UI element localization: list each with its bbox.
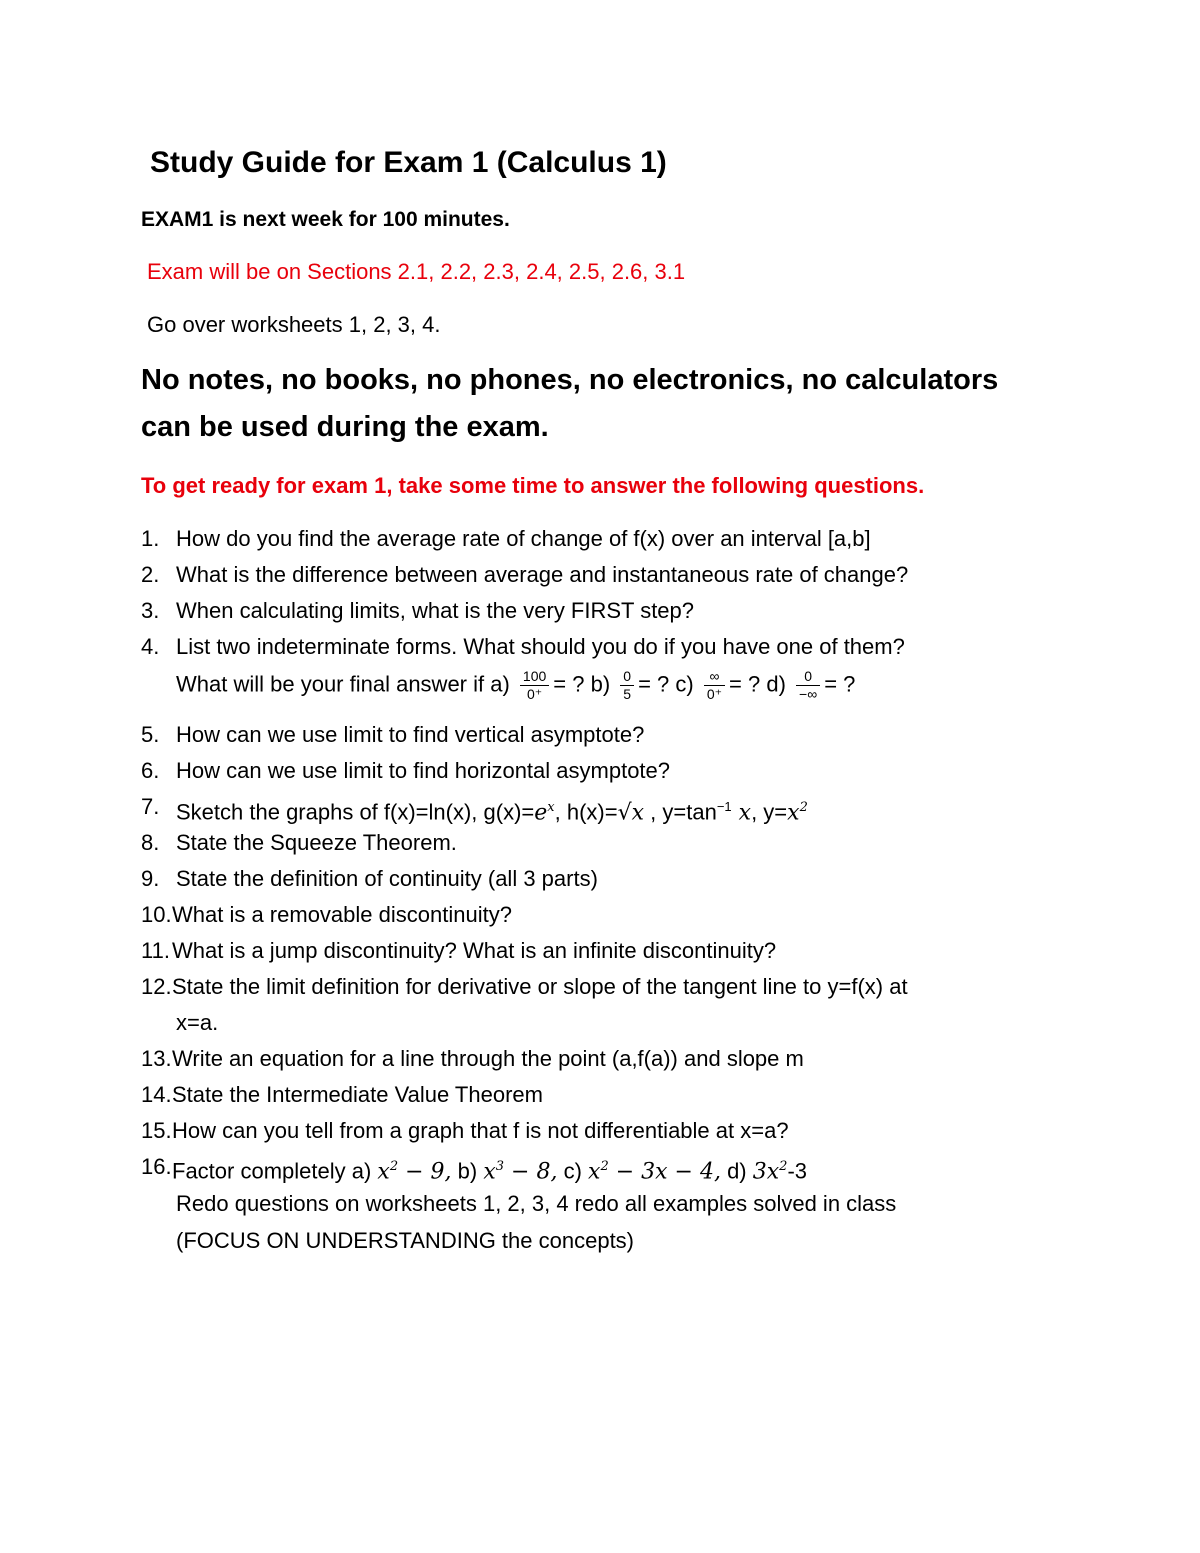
fraction-d <box>796 668 820 703</box>
denominator: 5 <box>623 686 632 702</box>
question-text: How can you tell from a graph that f is not differentiable at x=a? <box>172 1118 789 1143</box>
question-text: = ? c) <box>638 671 694 697</box>
math-expression: − 3x − 4, <box>608 1159 721 1185</box>
question-item <box>0 1116 1200 1152</box>
question-item <box>0 596 1200 632</box>
math-sqrt: √x <box>617 800 645 826</box>
question-text <box>172 1152 807 1187</box>
denominator: −∞ <box>799 686 818 702</box>
math-superscript: 3 <box>495 1159 505 1174</box>
math-expression: − 9, <box>398 1159 452 1185</box>
math-superscript: −1 <box>716 799 732 814</box>
redo-line-2: (FOCUS ON UNDERSTANDING the concepts) <box>176 1228 635 1253</box>
worksheets-note: Go over worksheets 1, 2, 3, 4. <box>147 312 441 337</box>
question-number: 7. <box>141 794 160 819</box>
text-run: b) <box>451 1158 484 1184</box>
question-text: State the definition of continuity (all 3 parts) <box>176 866 598 891</box>
prep-note: To get ready for exam 1, take some time to answer the following questions. <box>141 473 925 498</box>
question-text <box>176 792 808 828</box>
question-text: State the Intermediate Value Theorem <box>172 1082 543 1107</box>
rules-line-2: can be used during the exam. <box>141 411 549 443</box>
question-text: What is a jump discontinuity? What is an infinite discontinuity? <box>172 938 777 963</box>
numerator: 0 <box>796 668 820 686</box>
question-text: How can we use limit to find vertical asymptote? <box>176 722 645 747</box>
question-text: State the Squeeze Theorem. <box>176 830 457 855</box>
question-text: How can we use limit to find horizontal asymptote? <box>176 758 671 783</box>
numerator: 0 <box>620 668 634 686</box>
question-list <box>0 524 1200 1188</box>
math-x: x <box>377 1159 390 1185</box>
question-item <box>0 1044 1200 1080</box>
question-number: 12. <box>141 974 172 999</box>
question-number: 11. <box>141 938 170 963</box>
question-item <box>0 864 1200 900</box>
question-number: 2. <box>141 562 160 587</box>
math-superscript: 2 <box>799 800 808 815</box>
text-run: -3 <box>787 1158 807 1184</box>
math-superscript: 2 <box>389 1159 399 1174</box>
numerator: ∞ <box>704 668 725 686</box>
question-number: 6. <box>141 758 160 783</box>
question-number: 9. <box>141 866 160 891</box>
question-text: List two indeterminate forms. What should you do if you have one of them? <box>176 634 905 659</box>
question-continuation <box>0 668 1200 720</box>
question-number: 5. <box>141 722 160 747</box>
denominator: 0⁺ <box>527 686 543 702</box>
question-number: 15. <box>141 1118 172 1143</box>
indeterminate-forms-line <box>176 668 855 703</box>
question-item <box>0 1152 1200 1188</box>
question-item <box>0 792 1200 828</box>
math-x: x <box>787 800 800 826</box>
question-item <box>0 936 1200 972</box>
question-number: 4. <box>141 634 160 659</box>
text-run: , h(x)= <box>554 799 618 825</box>
question-item <box>0 756 1200 792</box>
question-item <box>0 900 1200 936</box>
question-item <box>0 632 1200 668</box>
math-superscript: x <box>547 800 555 815</box>
question-text: = ? <box>824 671 856 697</box>
question-item <box>0 828 1200 864</box>
question-number: 16. <box>141 1154 172 1179</box>
question-text: When calculating limits, what is the very FIRST step? <box>176 598 695 623</box>
math-x: 3x <box>752 1159 780 1185</box>
fraction-b <box>620 668 634 703</box>
fraction-c <box>704 668 725 703</box>
math-x: x <box>588 1159 601 1185</box>
redo-line-1: Redo questions on worksheets 1, 2, 3, 4 redo all examples solved in class <box>176 1191 897 1216</box>
text-run: , y= <box>751 799 788 825</box>
question-item <box>0 1080 1200 1116</box>
sections-note: Exam will be on Sections 2.1, 2.2, 2.3, 2.4, 2.5, 2.6, 3.1 <box>147 259 686 284</box>
math-superscript: 2 <box>600 1159 609 1174</box>
question-text: State the limit definition for derivative or slope of the tangent line to y=f(x) at <box>172 974 908 999</box>
text-run: , y=tan <box>644 799 717 825</box>
text-run: c) <box>557 1158 589 1184</box>
question-number: 10. <box>141 902 172 927</box>
rules-line-1: No notes, no books, no phones, no electronics, no calculators <box>141 364 999 396</box>
question-text: Write an equation for a line through the point (a,f(a)) and slope m <box>172 1046 804 1071</box>
denominator: 0⁺ <box>706 686 723 702</box>
question-number: 1. <box>141 526 160 551</box>
math-e: e <box>534 800 548 826</box>
question-text: x=a. <box>176 1010 219 1035</box>
question-number: 13. <box>141 1046 172 1071</box>
question-item <box>0 972 1200 1008</box>
question-number: 3. <box>141 598 160 623</box>
math-x: x <box>731 800 752 826</box>
text-run: d) <box>720 1158 753 1184</box>
question-text: How do you find the average rate of change of f(x) over an interval [a,b] <box>176 526 871 551</box>
question-text: What will be your final answer if a) <box>176 671 510 697</box>
math-expression: − 8, <box>504 1159 558 1185</box>
question-text: = ? b) <box>553 671 611 697</box>
text-run: Sketch the graphs of f(x)=ln(x), g(x)= <box>176 799 535 825</box>
exam-info: EXAM1 is next week for 100 minutes. <box>141 208 510 231</box>
numerator: 100 <box>520 668 549 686</box>
question-continuation <box>0 1008 1200 1044</box>
page-title: Study Guide for Exam 1 (Calculus 1) <box>150 146 667 179</box>
question-number: 14. <box>141 1082 172 1107</box>
question-number: 8. <box>141 830 160 855</box>
question-text: = ? d) <box>729 671 786 697</box>
question-item <box>0 720 1200 756</box>
fraction-a <box>520 668 549 703</box>
question-item <box>0 524 1200 560</box>
question-text: What is a removable discontinuity? <box>172 902 512 927</box>
text-run: Factor completely a) <box>172 1158 378 1184</box>
question-item <box>0 560 1200 596</box>
math-superscript: 2 <box>779 1159 788 1174</box>
math-x: x <box>483 1159 496 1185</box>
question-text: What is the difference between average and instantaneous rate of change? <box>176 562 909 587</box>
